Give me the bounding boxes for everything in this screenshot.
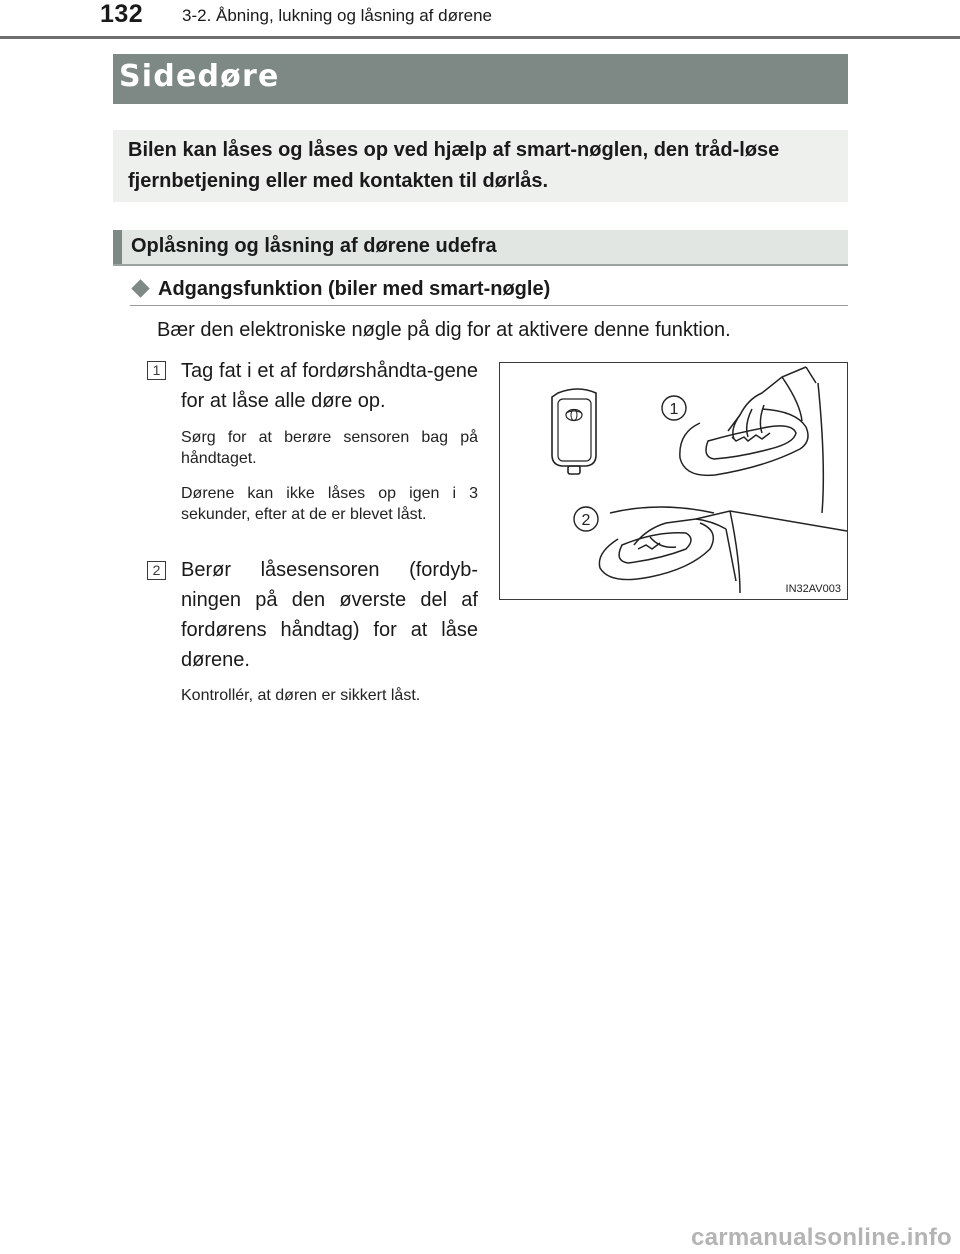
step-text-2: Berør låsesensoren (fordyb-ningen på den øverste del af fordørens håndtag) for at låse dørene. (181, 559, 478, 671)
step-text-1: Tag fat i et af fordørshåndta-gene for at låse alle døre op. (181, 360, 478, 412)
callout-label-2: 2 (581, 512, 591, 529)
upper-handle-drawing (680, 367, 824, 513)
figure-code: IN32AV003 (785, 583, 841, 595)
intro-box (113, 130, 848, 202)
step-note-1a: Sørg for at berøre sensoren bag på håndtaget. (181, 429, 478, 467)
subsection-bar (113, 230, 848, 266)
watermark: carmanualsonline.info (690, 1224, 952, 1251)
step-badge-2: 2 (147, 561, 166, 580)
callout-label-1: 1 (669, 401, 679, 418)
intro-text: Bilen kan låses og låses op ved hjælp af smart-nøglen, den tråd-løse fjernbetjening eller med kontakten til dørlås. (128, 139, 780, 192)
section-title-bar (113, 54, 848, 104)
door-handle-illustration (499, 362, 848, 600)
topic-heading: Adgangsfunktion (biler med smart-nøgle) (158, 278, 551, 300)
subsection-accent (113, 230, 122, 264)
subsection-title: Oplåsning og låsning af dørene udefra (131, 235, 497, 257)
lower-handle-drawing (599, 507, 847, 593)
step-note-2a: Kontrollér, at døren er sikkert låst. (181, 687, 421, 704)
step-note-1b: Dørene kan ikke låses op igen i 3 sekunder, efter at de er blevet låst. (181, 485, 478, 523)
section-title: Sidedøre (119, 59, 280, 94)
lead-text: Bær den elektroniske nøgle på dig for at aktivere denne funktion. (157, 319, 731, 341)
diamond-bullet-icon (131, 279, 149, 297)
page-number: 132 (100, 0, 144, 28)
topic-rule (130, 305, 848, 306)
step-badge-1: 1 (147, 361, 166, 380)
chapter-title: 3-2. Åbning, lukning og låsning af dørene (182, 6, 492, 25)
header-rule (0, 36, 960, 39)
smart-key-icon (552, 389, 596, 474)
illustration-drawing (500, 363, 847, 599)
